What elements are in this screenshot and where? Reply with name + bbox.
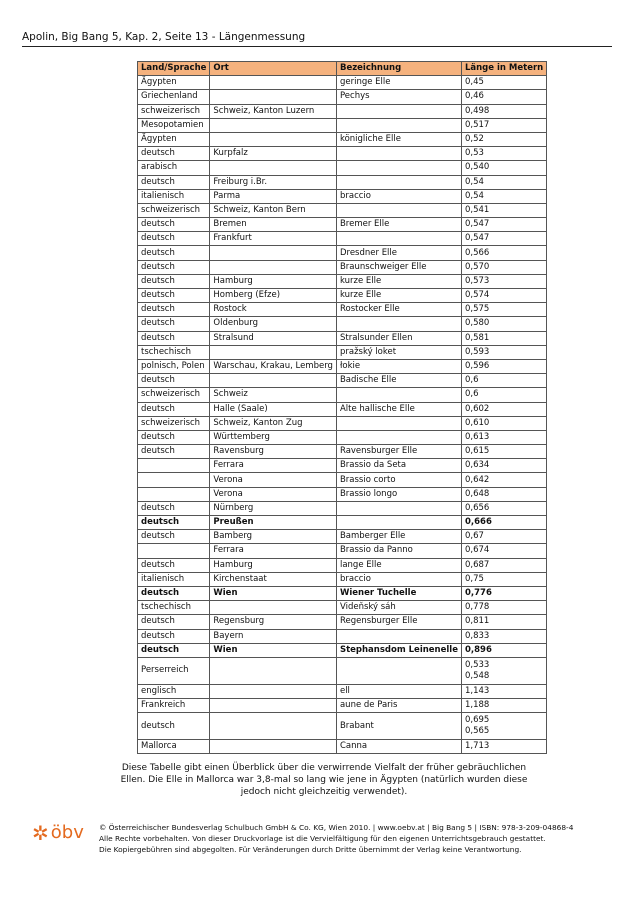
cell-ort: Verona — [210, 473, 337, 487]
table-row — [138, 260, 547, 274]
cell-ort: Ferrara — [210, 544, 337, 558]
column-header-land: Land/Sprache — [138, 62, 210, 76]
cell-land — [138, 487, 210, 501]
cell-laenge: 0,833 — [461, 629, 546, 643]
table-row — [138, 615, 547, 629]
cell-laenge: 0,67 — [461, 530, 546, 544]
cell-bezeichnung: Videňský sáh — [336, 601, 461, 615]
cell-bezeichnung: Alte hallische Elle — [336, 402, 461, 416]
cell-ort: Wien — [210, 643, 337, 657]
cell-land: schweizerisch — [138, 203, 210, 217]
cell-land: tschechisch — [138, 601, 210, 615]
cell-land: deutsch — [138, 274, 210, 288]
cell-laenge: 0,687 — [461, 558, 546, 572]
cell-laenge: 0,541 — [461, 203, 546, 217]
publisher-logo — [32, 822, 84, 843]
cell-laenge: 0,574 — [461, 289, 546, 303]
table-row — [138, 232, 547, 246]
table-row — [138, 203, 547, 217]
cell-laenge: 0,573 — [461, 274, 546, 288]
cell-laenge: 0,46 — [461, 90, 546, 104]
table-row — [138, 317, 547, 331]
table-row — [138, 331, 547, 345]
cell-land: deutsch — [138, 530, 210, 544]
cell-ort — [210, 118, 337, 132]
cell-land: deutsch — [138, 501, 210, 515]
cell-land: polnisch, Polen — [138, 359, 210, 373]
table-caption: Diese Tabelle gibt einen Überblick über die verwirrende Vielfalt der früher gebräuchlichen Ellen. Die Elle in Mallorca war 3,8-mal so lang wie jene in Ägypten (natürlich wurden diese jedoch nicht gleichzeitig verwendet). — [120, 763, 528, 797]
cell-laenge: 0,52 — [461, 132, 546, 146]
cell-ort: Freiburg i.Br. — [210, 175, 337, 189]
cell-laenge: 0,776 — [461, 586, 546, 600]
cell-bezeichnung: Wiener Tuchelle — [336, 586, 461, 600]
cell-bezeichnung — [336, 203, 461, 217]
cell-bezeichnung — [336, 317, 461, 331]
cell-bezeichnung: braccio — [336, 572, 461, 586]
cell-laenge: 0,634 — [461, 459, 546, 473]
table-row — [138, 147, 547, 161]
cell-ort — [210, 684, 337, 698]
cell-ort: Württemberg — [210, 430, 337, 444]
cell-bezeichnung: geringe Elle — [336, 76, 461, 90]
cell-land: italienisch — [138, 189, 210, 203]
cell-bezeichnung: ell — [336, 684, 461, 698]
table-row — [138, 118, 547, 132]
cell-laenge: 0,547 — [461, 232, 546, 246]
cell-bezeichnung — [336, 657, 461, 684]
table-row — [138, 90, 547, 104]
table-row — [138, 274, 547, 288]
cell-ort: Parma — [210, 189, 337, 203]
cell-ort: Schweiz, Kanton Luzern — [210, 104, 337, 118]
cell-bezeichnung: Bremer Elle — [336, 218, 461, 232]
cell-bezeichnung — [336, 501, 461, 515]
cell-land: deutsch — [138, 374, 210, 388]
cell-ort — [210, 246, 337, 260]
cell-land: deutsch — [138, 629, 210, 643]
cell-ort: Kirchenstaat — [210, 572, 337, 586]
table-row — [138, 388, 547, 402]
cell-ort: Wien — [210, 586, 337, 600]
table-row — [138, 104, 547, 118]
cell-laenge: 0,570 — [461, 260, 546, 274]
cell-ort — [210, 740, 337, 754]
cell-laenge-value: 0,695 — [464, 715, 490, 726]
cell-ort — [210, 76, 337, 90]
table-row — [138, 76, 547, 90]
table-row — [138, 416, 547, 430]
cell-laenge: 0,596 — [461, 359, 546, 373]
cell-land: Frankreich — [138, 699, 210, 713]
cell-bezeichnung: Badische Elle — [336, 374, 461, 388]
cell-land: deutsch — [138, 643, 210, 657]
cell-land: deutsch — [138, 260, 210, 274]
cell-land: deutsch — [138, 430, 210, 444]
table-row — [138, 544, 547, 558]
table-row — [138, 289, 547, 303]
cell-laenge: 0,75 — [461, 572, 546, 586]
footer-line-rights: Alle Rechte vorbehalten. Von dieser Druckvorlage ist die Vervielfältigung für den eigenen Unterrichtsgebrauch gestattet. — [99, 834, 546, 843]
column-header-bezeichnung: Bezeichnung — [336, 62, 461, 76]
cell-ort: Schweiz — [210, 388, 337, 402]
cell-bezeichnung: Ravensburger Elle — [336, 445, 461, 459]
cell-laenge: 1,713 — [461, 740, 546, 754]
cell-laenge: 0,610 — [461, 416, 546, 430]
table-row — [138, 175, 547, 189]
table-row — [138, 558, 547, 572]
table-row — [138, 487, 547, 501]
cell-ort: Bremen — [210, 218, 337, 232]
cell-laenge: 0,498 — [461, 104, 546, 118]
cell-laenge: 1,188 — [461, 699, 546, 713]
cell-ort: Schweiz, Kanton Zug — [210, 416, 337, 430]
cell-laenge: 0,581 — [461, 331, 546, 345]
logo-text: öbv — [50, 822, 84, 843]
cell-bezeichnung: pražský loket — [336, 345, 461, 359]
table-row — [138, 713, 547, 740]
table-row — [138, 445, 547, 459]
cell-land: deutsch — [138, 175, 210, 189]
cell-land: deutsch — [138, 558, 210, 572]
cell-ort: Bamberg — [210, 530, 337, 544]
cell-laenge: 0,547 — [461, 218, 546, 232]
cell-land: deutsch — [138, 303, 210, 317]
cell-land: deutsch — [138, 232, 210, 246]
cell-ort: Regensburg — [210, 615, 337, 629]
cell-bezeichnung: königliche Elle — [336, 132, 461, 146]
cell-bezeichnung: Brassio da Panno — [336, 544, 461, 558]
table-row — [138, 473, 547, 487]
cell-bezeichnung — [336, 232, 461, 246]
cell-bezeichnung: Brabant — [336, 713, 461, 740]
cell-bezeichnung: Braunschweiger Elle — [336, 260, 461, 274]
cell-ort — [210, 260, 337, 274]
cell-land: italienisch — [138, 572, 210, 586]
cell-bezeichnung: Brassio corto — [336, 473, 461, 487]
cell-laenge: 0,674 — [461, 544, 546, 558]
cell-land: Perserreich — [138, 657, 210, 684]
cell-bezeichnung: kurze Elle — [336, 274, 461, 288]
cell-ort — [210, 90, 337, 104]
cell-ort: Hamburg — [210, 558, 337, 572]
cell-bezeichnung — [336, 388, 461, 402]
cell-laenge: 0,602 — [461, 402, 546, 416]
cell-ort: Ferrara — [210, 459, 337, 473]
cell-ort — [210, 132, 337, 146]
cell-laenge: 0,45 — [461, 76, 546, 90]
cell-laenge: 0,54 — [461, 189, 546, 203]
cell-bezeichnung: Stralsunder Ellen — [336, 331, 461, 345]
cell-bezeichnung — [336, 416, 461, 430]
cell-laenge — [461, 713, 546, 740]
cell-land: arabisch — [138, 161, 210, 175]
cell-land: schweizerisch — [138, 104, 210, 118]
ellen-table — [137, 61, 547, 754]
cell-bezeichnung: Rostocker Elle — [336, 303, 461, 317]
cell-ort: Warschau, Krakau, Lemberg — [210, 359, 337, 373]
cell-laenge — [461, 657, 546, 684]
cell-ort: Frankfurt — [210, 232, 337, 246]
table-row — [138, 430, 547, 444]
cell-ort — [210, 699, 337, 713]
cell-ort — [210, 161, 337, 175]
table-row — [138, 459, 547, 473]
cell-land — [138, 473, 210, 487]
table-body — [138, 76, 547, 754]
cell-laenge: 0,54 — [461, 175, 546, 189]
cell-laenge: 0,6 — [461, 374, 546, 388]
cell-bezeichnung: kurze Elle — [336, 289, 461, 303]
cell-ort — [210, 713, 337, 740]
cell-land: Mesopotamien — [138, 118, 210, 132]
cell-laenge: 0,593 — [461, 345, 546, 359]
cell-laenge: 0,6 — [461, 388, 546, 402]
cell-laenge: 0,615 — [461, 445, 546, 459]
table-row — [138, 657, 547, 684]
cell-bezeichnung: łokie — [336, 359, 461, 373]
cell-bezeichnung — [336, 118, 461, 132]
cell-laenge-value-2: 0,548 — [464, 670, 490, 681]
cell-land — [138, 544, 210, 558]
table-row — [138, 684, 547, 698]
cell-land: deutsch — [138, 713, 210, 740]
cell-laenge: 1,143 — [461, 684, 546, 698]
table-row — [138, 530, 547, 544]
cell-land: deutsch — [138, 586, 210, 600]
cell-ort: Ravensburg — [210, 445, 337, 459]
table-row — [138, 699, 547, 713]
cell-laenge: 0,656 — [461, 501, 546, 515]
cell-laenge: 0,666 — [461, 516, 546, 530]
cell-bezeichnung — [336, 516, 461, 530]
cell-land: deutsch — [138, 331, 210, 345]
cell-ort: Nürnberg — [210, 501, 337, 515]
cell-laenge: 0,642 — [461, 473, 546, 487]
cell-bezeichnung: braccio — [336, 189, 461, 203]
cell-laenge: 0,53 — [461, 147, 546, 161]
cell-bezeichnung — [336, 161, 461, 175]
cell-bezeichnung: Canna — [336, 740, 461, 754]
cell-laenge: 0,811 — [461, 615, 546, 629]
table-row — [138, 516, 547, 530]
table-row — [138, 132, 547, 146]
cell-land: deutsch — [138, 147, 210, 161]
cell-bezeichnung — [336, 104, 461, 118]
cell-ort: Bayern — [210, 629, 337, 643]
cell-bezeichnung: Pechys — [336, 90, 461, 104]
table-row — [138, 601, 547, 615]
cell-laenge: 0,648 — [461, 487, 546, 501]
cell-ort: Kurpfalz — [210, 147, 337, 161]
cell-land: Griechenland — [138, 90, 210, 104]
cell-bezeichnung: Brassio longo — [336, 487, 461, 501]
cell-land: Mallorca — [138, 740, 210, 754]
table-row — [138, 303, 547, 317]
cell-bezeichnung — [336, 175, 461, 189]
cell-ort — [210, 345, 337, 359]
cell-bezeichnung — [336, 629, 461, 643]
cell-ort: Hamburg — [210, 274, 337, 288]
cell-ort: Rostock — [210, 303, 337, 317]
table-row — [138, 374, 547, 388]
cell-land: Ägypten — [138, 76, 210, 90]
footer-line-disclaimer: Die Kopiergebühren sind abgegolten. Für Veränderungen durch Dritte übernimmt der Verlag keine Verantwortung. — [99, 845, 522, 854]
column-header-laenge: Länge in Metern — [461, 62, 546, 76]
table-row — [138, 189, 547, 203]
table-row — [138, 345, 547, 359]
table-row — [138, 572, 547, 586]
cell-bezeichnung: aune de Paris — [336, 699, 461, 713]
cell-land: englisch — [138, 684, 210, 698]
cell-land: tschechisch — [138, 345, 210, 359]
cell-bezeichnung: lange Elle — [336, 558, 461, 572]
cell-laenge-value-2: 0,565 — [464, 726, 490, 737]
cell-ort — [210, 601, 337, 615]
table-row — [138, 402, 547, 416]
cell-ort: Verona — [210, 487, 337, 501]
table-row — [138, 643, 547, 657]
cell-laenge-value: 0,533 — [464, 659, 490, 670]
cell-bezeichnung — [336, 147, 461, 161]
table-row — [138, 501, 547, 515]
cell-land: deutsch — [138, 516, 210, 530]
table-row — [138, 629, 547, 643]
cell-land: deutsch — [138, 289, 210, 303]
cell-laenge: 0,896 — [461, 643, 546, 657]
cell-laenge: 0,566 — [461, 246, 546, 260]
cell-land: deutsch — [138, 317, 210, 331]
cell-laenge: 0,575 — [461, 303, 546, 317]
table-row — [138, 246, 547, 260]
cell-land: deutsch — [138, 445, 210, 459]
column-header-ort: Ort — [210, 62, 337, 76]
header-divider — [22, 46, 612, 47]
cell-ort: Homberg (Efze) — [210, 289, 337, 303]
cell-ort: Preußen — [210, 516, 337, 530]
table-row — [138, 586, 547, 600]
cell-land: schweizerisch — [138, 388, 210, 402]
page-header-title: Apolin, Big Bang 5, Kap. 2, Seite 13 - Längenmessung — [22, 31, 306, 43]
footer-line-copyright: © Österreichischer Bundesverlag Schulbuch GmbH & Co. KG, Wien 2010. | www.oebv.at | Big Bang 5 | ISBN: 978-3-209-04868-4 — [99, 823, 574, 832]
cell-bezeichnung: Stephansdom Leinenelle — [336, 643, 461, 657]
table-header-row — [138, 62, 547, 76]
cell-ort: Schweiz, Kanton Bern — [210, 203, 337, 217]
cell-land: schweizerisch — [138, 416, 210, 430]
cell-land: Ägypten — [138, 132, 210, 146]
cell-ort: Halle (Saale) — [210, 402, 337, 416]
cell-bezeichnung: Dresdner Elle — [336, 246, 461, 260]
cell-bezeichnung: Regensburger Elle — [336, 615, 461, 629]
cell-bezeichnung: Bamberger Elle — [336, 530, 461, 544]
cell-laenge: 0,580 — [461, 317, 546, 331]
cell-land: deutsch — [138, 615, 210, 629]
cell-land: deutsch — [138, 246, 210, 260]
cell-laenge: 0,613 — [461, 430, 546, 444]
cell-bezeichnung: Brassio da Seta — [336, 459, 461, 473]
footer — [99, 822, 619, 855]
cell-laenge: 0,778 — [461, 601, 546, 615]
table-row — [138, 740, 547, 754]
cell-ort — [210, 374, 337, 388]
cell-ort — [210, 657, 337, 684]
table-row — [138, 218, 547, 232]
table-row — [138, 161, 547, 175]
cell-land: deutsch — [138, 218, 210, 232]
cell-land: deutsch — [138, 402, 210, 416]
cell-laenge: 0,517 — [461, 118, 546, 132]
star-burst-icon: ✲ — [32, 820, 49, 845]
cell-ort: Oldenburg — [210, 317, 337, 331]
cell-ort: Stralsund — [210, 331, 337, 345]
cell-bezeichnung — [336, 430, 461, 444]
cell-laenge: 0,540 — [461, 161, 546, 175]
table-row — [138, 359, 547, 373]
cell-land — [138, 459, 210, 473]
